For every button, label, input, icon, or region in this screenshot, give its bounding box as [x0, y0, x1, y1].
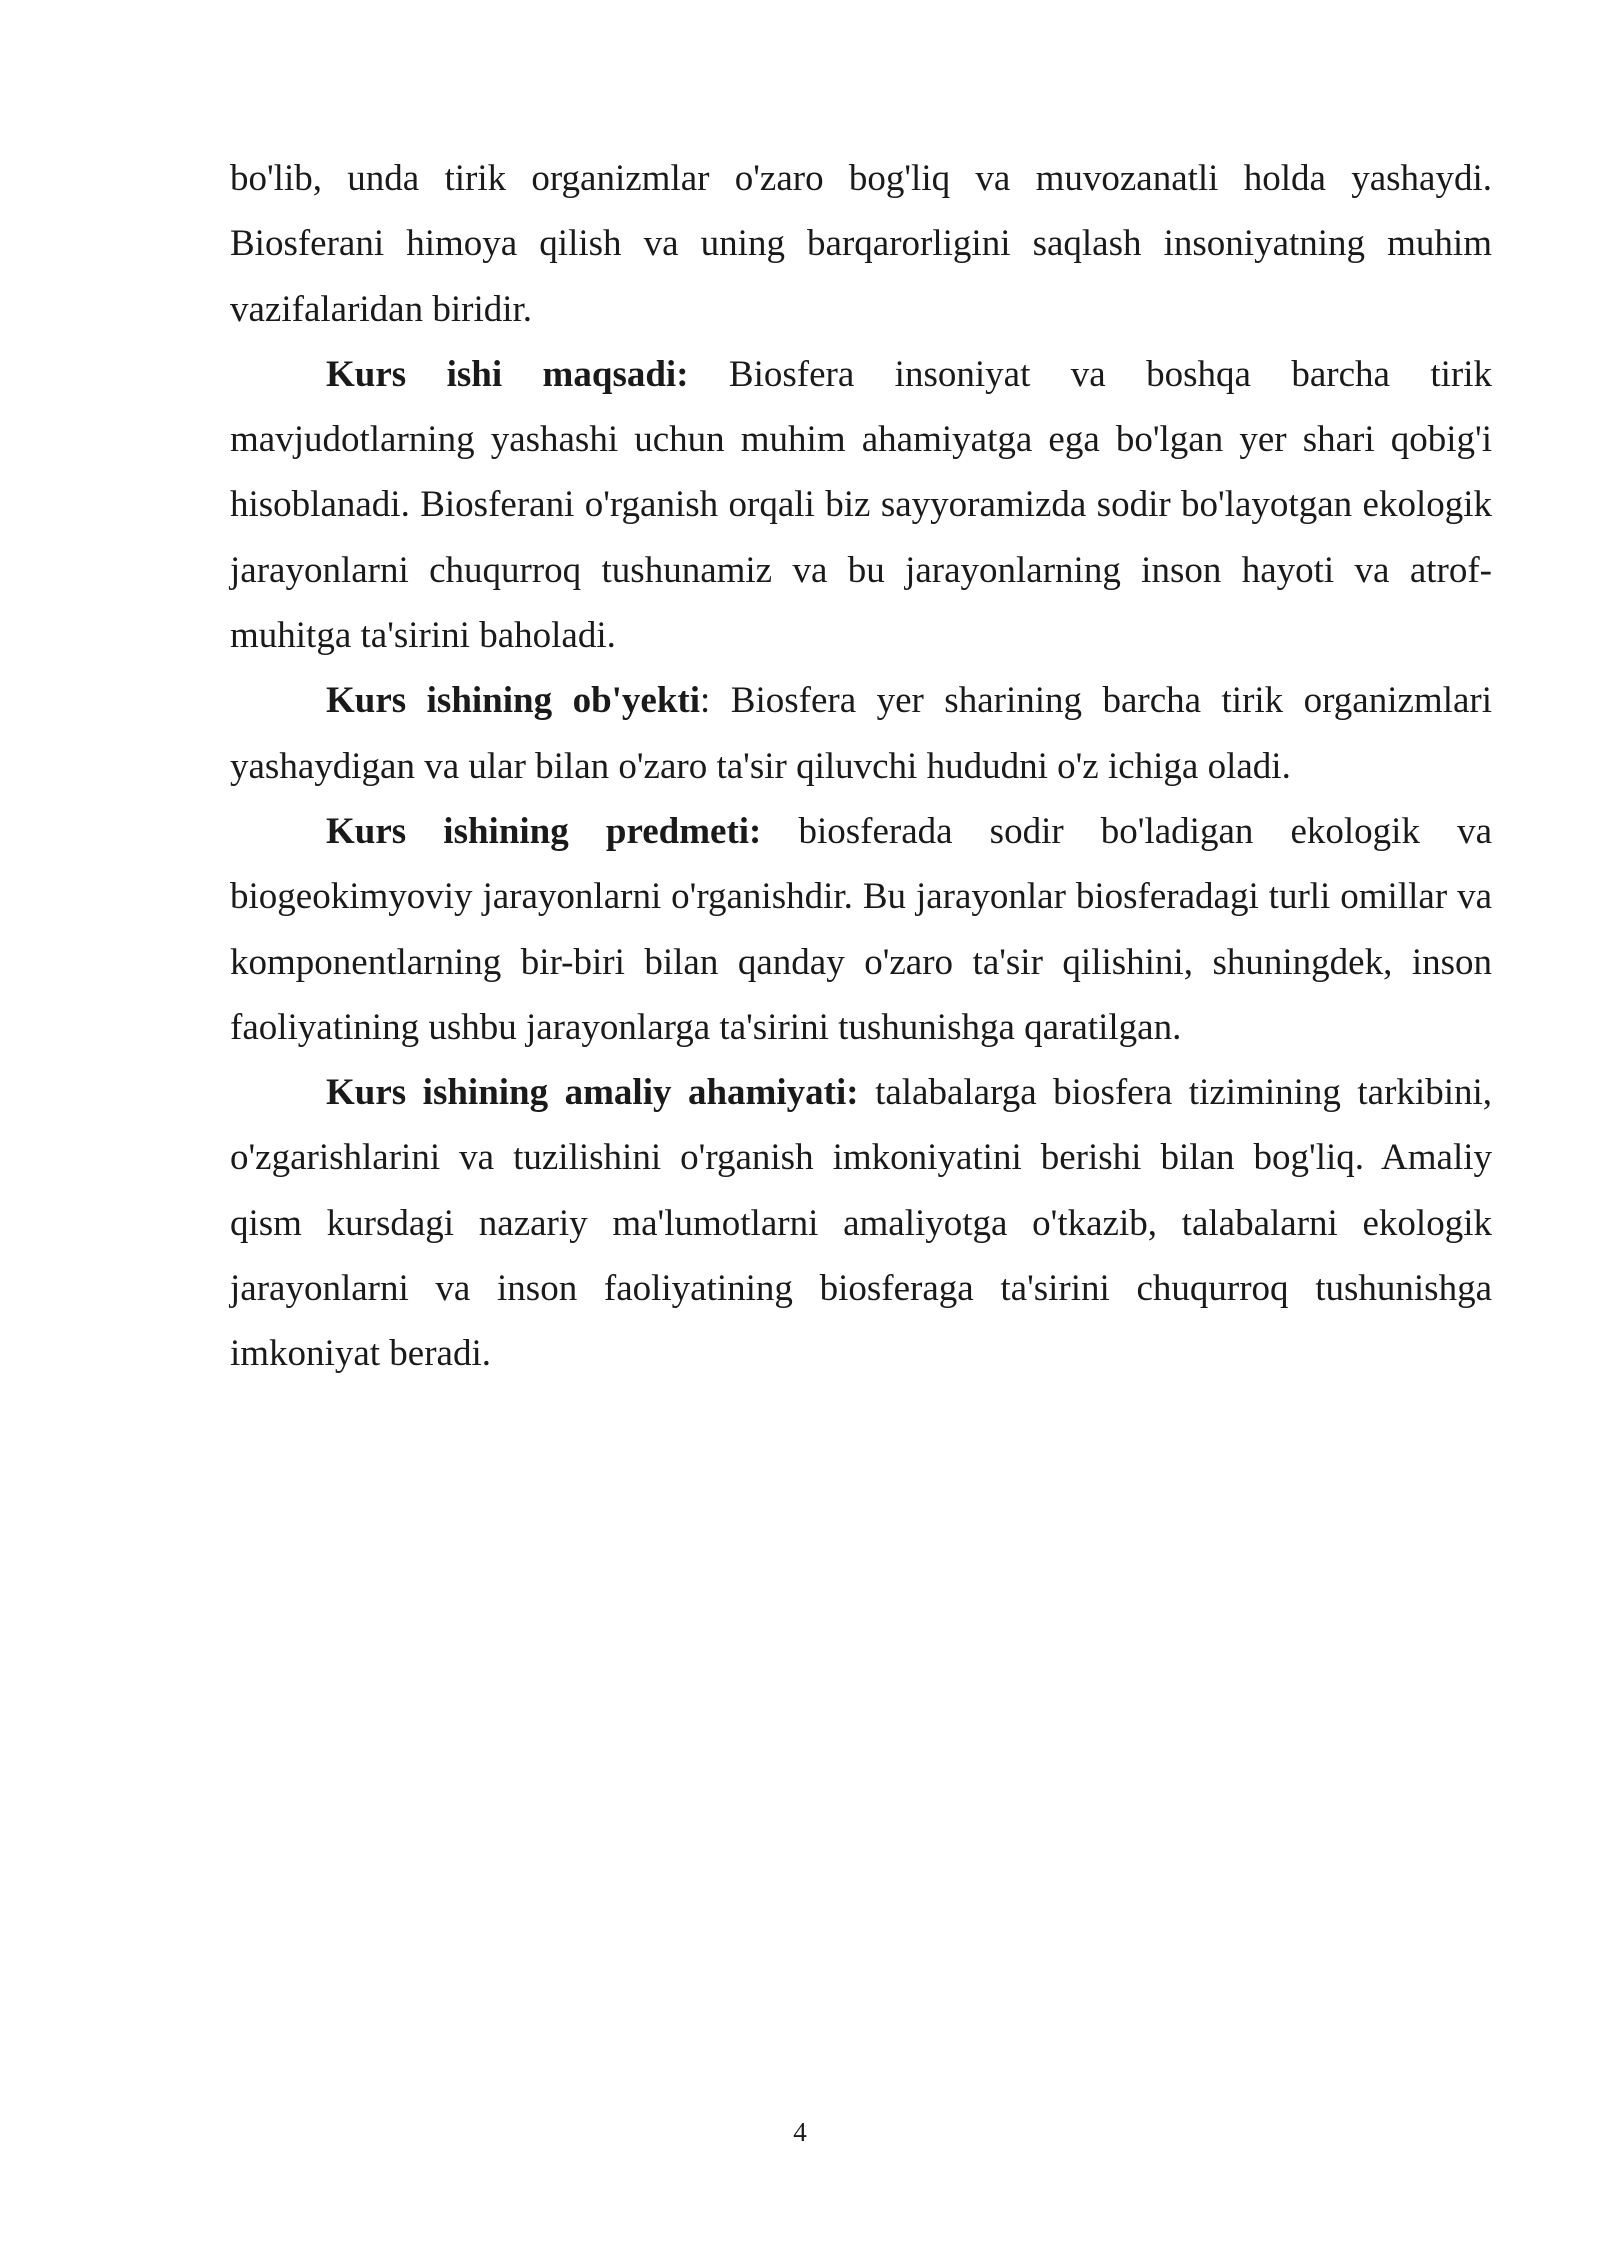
paragraph-object: [230, 668, 1492, 799]
paragraph-heading: Kurs ishining predmeti:: [326, 810, 762, 852]
paragraph-subject: [230, 799, 1492, 1060]
paragraph-practical-significance: [230, 1060, 1492, 1386]
paragraph-text: bo'lib, unda tirik organizmlar o'zaro bog'liq va muvozanatli holda yashaydi. Biosferani himoya qilish va uning barqarorligini saqlash insoniyatning muhim vazifalaridan biridir.: [230, 158, 1492, 330]
page-number: 4: [793, 2117, 807, 2147]
paragraph-text: Biosfera insoniyat va boshqa barcha tirik mavjudotlarning yashashi uchun muhim ahamiyatga ega bo'lgan yer shari qobig'i hisoblanadi. Biosferani o'rganish orqali biz sayyoramizda sodir bo'layotgan ekologik jarayonlarni chuqurroq tushunamiz va bu jarayonlarning inson hayoti va atrof-muhitga ta'sirini baholadi.: [230, 353, 1492, 657]
paragraph-heading: Kurs ishi maqsadi:: [326, 353, 689, 395]
paragraph-intro-continuation: [230, 146, 1492, 342]
paragraph-text: talabalarga biosfera tizimining tarkibini, o'zgarishlarini va tuzilishini o'rganish imkoniyatini berishi bilan bog'liq. Amaliy qism kursdagi nazariy ma'lumotlarni amaliyotga o'tkazib, talabalarni ekologik jarayonlarni va inson faoliyatining biosferaga ta'sirini chuqurroq tushunishga imkoniyat beradi.: [230, 1072, 1493, 1375]
document-body: [230, 146, 1492, 1387]
paragraph-goal: [230, 342, 1492, 668]
paragraph-heading: Kurs ishining amaliy ahamiyati:: [326, 1072, 859, 1114]
paragraph-text: : Biosfera yer sharining barcha tirik organizmlari yashaydigan va ular bilan o'zaro ta'sir qiluvchi hududni o'z ichiga oladi.: [230, 680, 1493, 787]
paragraph-heading: Kurs ishining ob'yekti: [326, 680, 701, 722]
paragraph-text: biosferada sodir bo'ladigan ekologik va biogeokimyoviy jarayonlarni o'rganishdir. Bu jarayonlar biosferadagi turli omillar va komponentlarning bir-biri bilan qanday o'zaro ta'sir qilishini, shuningdek, inson faoliyatining ushbu jarayonlarga ta'sirini tushunishga qaratilgan.: [230, 810, 1492, 1048]
